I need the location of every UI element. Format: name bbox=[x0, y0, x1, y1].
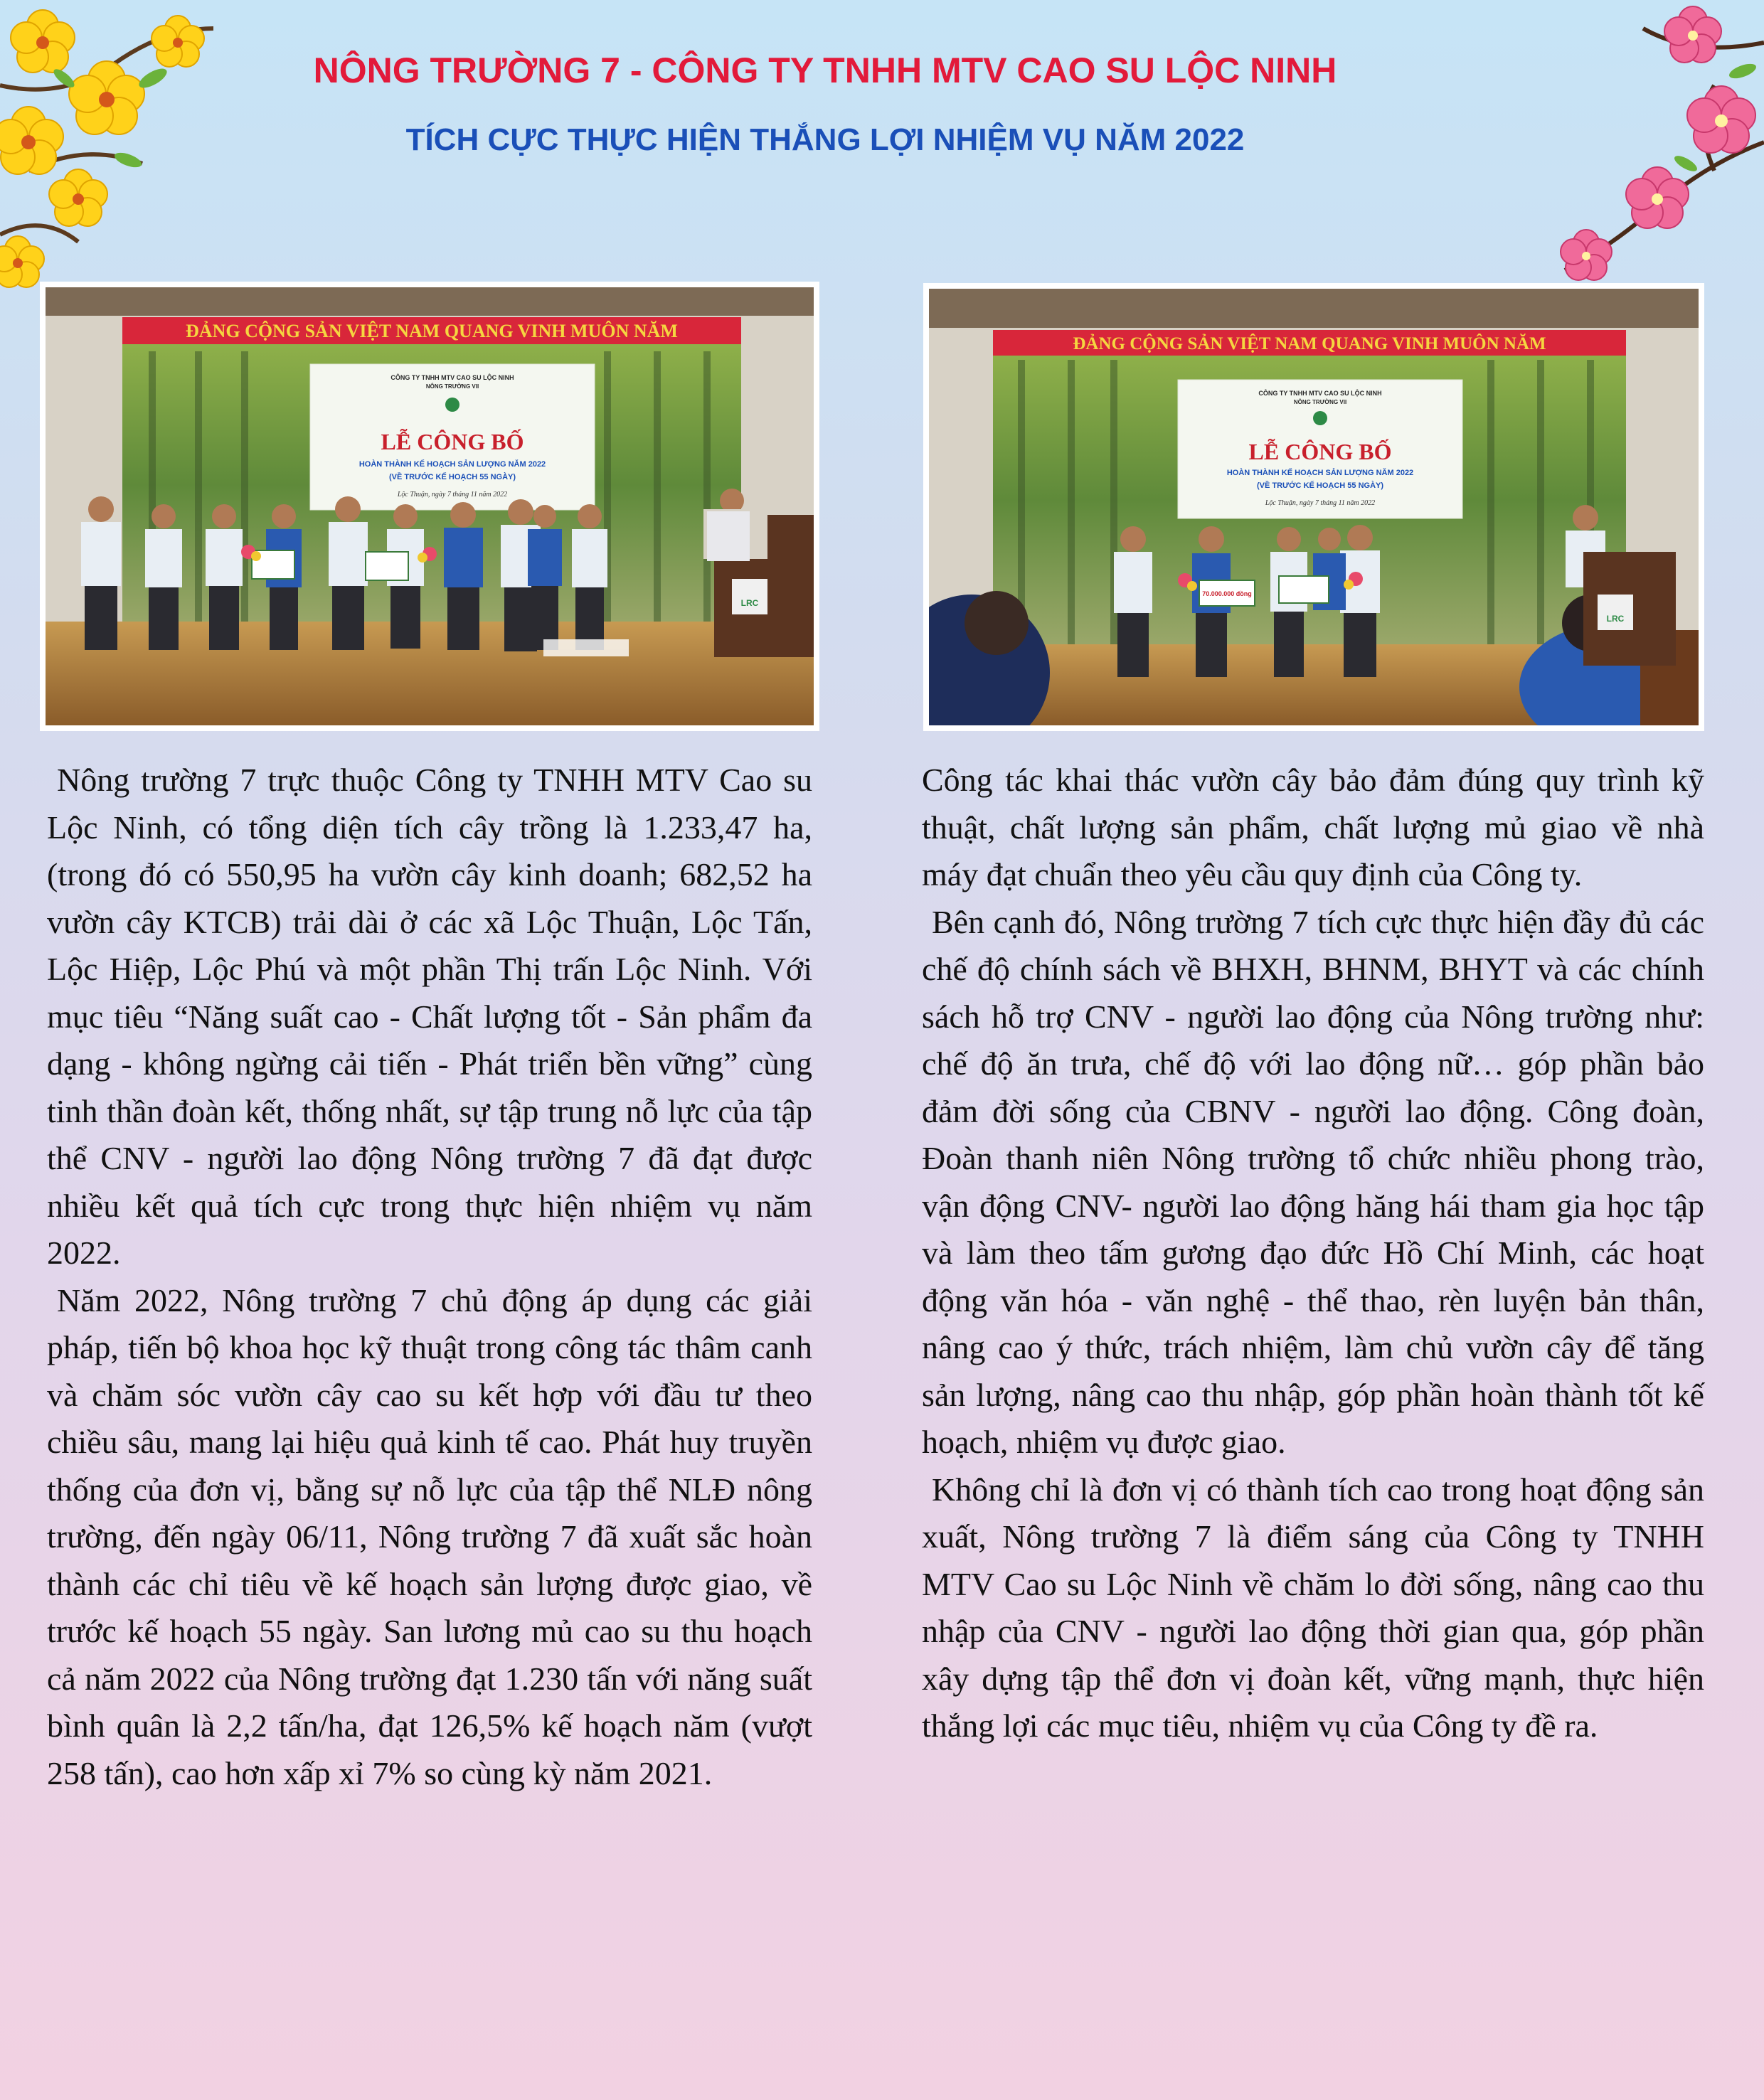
podium-logo: LRC bbox=[740, 598, 759, 608]
ceremony-photo-left-image bbox=[46, 287, 814, 725]
article-paragraph: Nông trường 7 trực thuộc Công ty TNHH MTV Cao su Lộc Ninh, có tổng diện tích cây trồng là 1.233,47 ha, (trong đó có 550,95 ha vườn cây kinh doanh; 682,52 ha vườn cây KTCB) trải dài ở các xã Lộc Thuận, Lộc Tấn, Lộc Hiệp, Lộc Phú và một phần Thị trấn Lộc Ninh. Với mục tiêu “Năng suất cao - Chất lượng tốt - Sản phẩm đa dạng - không ngừng cải tiến - Phát triển bền vững” cùng tinh thần đoàn kết, thống nhất, sự tập trung nỗ lực của tập thể CNV - người lao động Nông trường 7 đã đạt được nhiều kết quả tích cực trong thực hiện nhiệm vụ năm 2022. bbox=[47, 762, 812, 1271]
article-paragraph: Công tác khai thác vườn cây bảo đảm đúng quy trình kỹ thuật, chất lượng sản phẩm, chất lượng mủ giao về nhà máy đạt chuẩn theo yêu cầu quy định của Công ty. bbox=[922, 762, 1704, 892]
board-line1: HOÀN THÀNH KẾ HOẠCH SẢN LƯỢNG NĂM 2022 bbox=[1226, 469, 1414, 477]
podium-logo: LRC bbox=[1606, 614, 1625, 624]
company-logo-icon bbox=[1313, 411, 1327, 425]
page-subtitle: TÍCH CỰC THỰC HIỆN THẮNG LỢI NHIỆM VỤ NĂM 2022 bbox=[405, 122, 1245, 157]
article-column-left bbox=[47, 757, 812, 1797]
board-unit: NÔNG TRƯỜNG VII bbox=[425, 383, 479, 390]
board-line2: (VỀ TRƯỚC KẾ HOẠCH 55 NGÀY) bbox=[1256, 481, 1384, 490]
banner-text: ĐẢNG CỘNG SẢN VIỆT NAM QUANG VINH MUÔN NĂM bbox=[186, 321, 678, 341]
prize-amount: 70.000.000 đồng bbox=[1202, 590, 1252, 597]
board-date: Lộc Thuận, ngày 7 tháng 11 năm 2022 bbox=[1265, 499, 1376, 507]
ceremony-photo-left bbox=[40, 282, 819, 731]
board-title: LỄ CÔNG BỐ bbox=[381, 429, 524, 454]
banner-text: ĐẢNG CỘNG SẢN VIỆT NAM QUANG VINH MUÔN NĂM bbox=[1073, 334, 1546, 353]
company-logo-icon bbox=[445, 398, 459, 412]
article-paragraph: Không chỉ là đơn vị có thành tích cao trong hoạt động sản xuất, Nông trường 7 là điểm sáng của Công ty TNHH MTV Cao su Lộc Ninh về chăm lo đời sống, nâng cao thu nhập của CNV - người lao động thời gian qua, góp phần xây dựng tập thể đơn vị đoàn kết, vững mạnh, thực hiện thắng lợi các mục tiêu, nhiệm vụ của Công ty đề ra. bbox=[922, 1471, 1704, 1744]
yellow-blossom-decoration bbox=[0, 0, 285, 299]
board-unit: NÔNG TRƯỜNG VII bbox=[1293, 399, 1347, 405]
article-paragraph: Năm 2022, Nông trường 7 chủ động áp dụng các giải pháp, tiến bộ khoa học kỹ thuật trong công tác thâm canh và chăm sóc vườn cây cao su kết hợp với đầu tư theo chiều sâu, mang lại hiệu quả kinh tế cao. Phát huy truyền thống của đơn vị, bằng sự nỗ lực của tập thể NLĐ nông trường, đến ngày 06/11, Nông trường 7 đã xuất sắc hoàn thành các chỉ tiêu về kế hoạch sản lượng được giao, về trước kế hoạch 55 ngày. San lương mủ cao su thu hoạch cả năm 2022 của Nông trường đạt 1.230 tấn với năng suất bình quân là 2,2 tấn/ha, đạt 126,5% kế hoạch năm (vượt 258 tấn), cao hơn xấp xỉ 7% so cùng kỳ năm 2021. bbox=[47, 1281, 812, 1791]
board-date: Lộc Thuận, ngày 7 tháng 11 năm 2022 bbox=[397, 491, 508, 499]
pink-blossom-decoration bbox=[1479, 0, 1764, 284]
page-title: NÔNG TRƯỜNG 7 - CÔNG TY TNHH MTV CAO SU LỘC NINH bbox=[313, 50, 1337, 90]
ceremony-photo-right bbox=[923, 283, 1704, 731]
board-title: LỄ CÔNG BỐ bbox=[1248, 439, 1392, 464]
board-company: CÔNG TY TNHH MTV CAO SU LỘC NINH bbox=[1258, 390, 1382, 397]
article-column-right bbox=[922, 757, 1704, 1750]
board-line1: HOÀN THÀNH KẾ HOẠCH SẢN LƯỢNG NĂM 2022 bbox=[358, 460, 546, 469]
board-company: CÔNG TY TNHH MTV CAO SU LỘC NINH bbox=[390, 374, 514, 381]
ceremony-photo-right-image bbox=[929, 289, 1699, 725]
board-line2: (VỀ TRƯỚC KẾ HOẠCH 55 NGÀY) bbox=[388, 473, 516, 481]
article-paragraph: Bên cạnh đó, Nông trường 7 tích cực thực hiện đầy đủ các chế độ chính sách về BHXH, BHNM, BHYT và các chính sách hỗ trợ CNV - người lao động của Nông trường như: chế độ ăn trưa, chế độ với lao động nữ… góp phần bảo đảm đời sống của CBNV - người lao động. Công đoàn, Đoàn thanh niên Nông trường tổ chức nhiều phong trào, vận động CNV- người lao động hăng hái tham gia học tập và làm theo tấm gương đạo đức Hồ Chí Minh, các hoạt động văn hóa - văn nghệ - thể thao, rèn luyện bản thân, nâng cao ý thức, trách nhiệm, làm chủ vườn cây để tăng sản lượng, nâng cao thu nhập, góp phần hoàn thành tốt kế hoạch, nhiệm vụ được giao. bbox=[922, 903, 1704, 1460]
